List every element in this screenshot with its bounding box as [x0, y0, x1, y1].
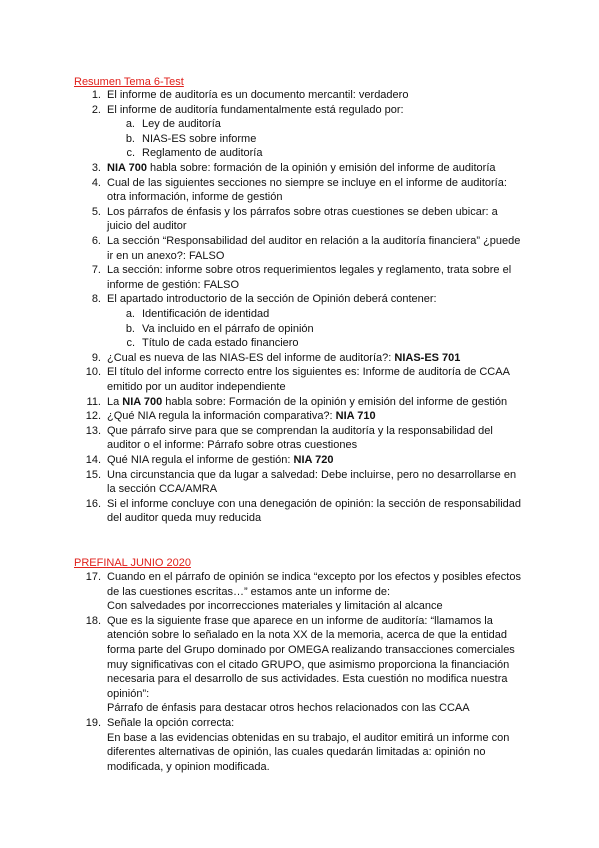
- item-text: [107, 424, 493, 453]
- item-number: c.: [126, 147, 135, 160]
- text-run: ¿Cual es nueva de las NIAS-ES del informe de auditoría?:: [107, 351, 395, 364]
- text-run: El título del informe correcto entre los siguientes es: Informe de auditoría de CCAA: [107, 366, 510, 379]
- bold-text: NIAS-ES 701: [394, 351, 461, 364]
- text-run: Con salvedades por incorrecciones materiales y limitación al alcance: [107, 600, 443, 613]
- text-line: [107, 380, 510, 395]
- text-line: [107, 628, 515, 643]
- text-line: [107, 672, 515, 687]
- bold-text: NIA 710: [335, 410, 376, 423]
- item-number: 6.: [91, 235, 101, 247]
- text-line: [107, 468, 516, 483]
- text-line: [107, 176, 507, 191]
- text-line: [107, 234, 520, 249]
- item-number: 16.: [85, 497, 101, 510]
- text-line: [107, 599, 521, 614]
- text-line: [142, 132, 256, 147]
- item-number: 8.: [91, 293, 101, 306]
- text-run: Cual de las siguientes secciones no siempre se incluye en el informe de auditoría:: [107, 176, 507, 189]
- text-line: [107, 585, 521, 600]
- text-line: [107, 731, 509, 746]
- text-line: [107, 395, 507, 410]
- item-number: 3.: [91, 162, 101, 174]
- item-number: 13.: [85, 424, 101, 437]
- text-line: [107, 424, 493, 439]
- text-line: [107, 190, 507, 205]
- text-line: [107, 614, 515, 629]
- text-line: [107, 278, 511, 293]
- text-run: Va incluido en el párrafo de opinión: [142, 322, 314, 335]
- bold-text: NIA 700: [122, 395, 163, 408]
- item-number: a.: [125, 308, 135, 320]
- text-line: [107, 760, 509, 775]
- item-text: [142, 307, 269, 322]
- text-run: Que es la siguiente frase que aparece en un informe de auditoría: “llamamos la: [107, 614, 493, 627]
- item-text: [107, 468, 516, 497]
- text-run: Cuando en el párrafo de opinión se indica “excepto por los efectos y posibles efectos: [107, 571, 521, 583]
- text-run: habla sobre: Formación de la opinión y emisión del informe de gestión: [162, 395, 508, 408]
- text-line: [107, 409, 376, 424]
- text-run: ir en un anexo?: FALSO: [107, 249, 225, 262]
- text-run: opinión”:: [107, 687, 150, 700]
- text-line: [107, 511, 521, 526]
- text-line: [107, 351, 460, 366]
- text-line: [107, 292, 437, 307]
- item-number: 14.: [85, 454, 101, 466]
- text-run: Ley de auditoría: [142, 118, 221, 131]
- item-number: 9.: [91, 351, 101, 364]
- text-run: de las cuestiones escritas…” estamos ante un informe de:: [107, 585, 391, 598]
- text-run: Los párrafos de énfasis y los párrafos sobre otras cuestiones se deben ubicar: a: [107, 205, 498, 218]
- text-run: La sección: informe sobre otros requerimientos legales y reglamento, trata sobre el: [107, 264, 512, 277]
- item-text: [107, 161, 496, 176]
- text-run: En base a las evidencias obtenidas en su trabajo, el auditor emitirá un informe con: [107, 731, 510, 744]
- item-text: [107, 395, 507, 410]
- item-number: 7.: [91, 264, 101, 277]
- item-text: [107, 614, 515, 716]
- text-line: [107, 716, 509, 731]
- item-text: [107, 103, 404, 118]
- item-number: 2.: [91, 103, 101, 116]
- text-run: atención sobre lo señalado en la nota XX de la memoria, acerca de que la entidad: [107, 629, 507, 642]
- text-line: [107, 365, 510, 380]
- text-run: La: [107, 395, 123, 408]
- text-run: forma parte del Grupo dominado por OMEGA realizando transacciones comerciales: [107, 643, 515, 656]
- text-line: [142, 307, 269, 322]
- bold-text: NIA 700: [107, 162, 147, 174]
- text-run: Reglamento de auditoría: [142, 147, 263, 160]
- item-text: [142, 336, 299, 351]
- text-line: [142, 336, 299, 351]
- item-text: [107, 263, 511, 292]
- item-text: [107, 88, 408, 103]
- item-text: [142, 146, 262, 161]
- text-run: ¿Qué NIA regula la información comparativa?:: [107, 410, 336, 423]
- text-run: del auditor queda muy reducida: [107, 512, 262, 525]
- text-run: diferentes alternativas de opinión, las cuales quedarán limitadas a: opinión no: [107, 746, 486, 759]
- text-line: [107, 161, 496, 176]
- text-line: [107, 249, 520, 264]
- text-run: La sección “Responsabilidad del auditor en relación a la auditoría financiera” ¿puede: [107, 235, 521, 247]
- text-line: [107, 103, 404, 118]
- text-line: [107, 643, 515, 658]
- text-run: la sección CCA/AMRA: [107, 483, 218, 496]
- text-run: Identificación de identidad: [142, 308, 270, 320]
- text-run: juicio del auditor: [107, 220, 187, 233]
- item-text: [107, 497, 521, 526]
- text-run: Párrafo de énfasis para destacar otros hechos relacionados con las CCAA: [107, 702, 470, 715]
- heading-prefinal-junio-2020: PREFINAL JUNIO 2020: [74, 557, 191, 569]
- item-number: 4.: [91, 176, 101, 189]
- text-run: Que párrafo sirve para que se comprendan la auditoría y la responsabilidad del: [107, 424, 493, 437]
- text-run: Título de cada estado financiero: [142, 337, 299, 350]
- text-line: [107, 205, 498, 220]
- heading-resumen-tema-6: Resumen Tema 6-Test: [74, 76, 184, 88]
- text-line: [107, 658, 515, 673]
- item-text: [107, 453, 333, 468]
- text-run: Qué NIA regula el informe de gestión:: [107, 454, 294, 466]
- text-line: [107, 453, 333, 468]
- item-number: 17.: [85, 571, 101, 583]
- item-text: [107, 365, 510, 394]
- text-line: [107, 219, 498, 234]
- item-number: 18.: [85, 614, 101, 627]
- text-run: emitido por un auditor independiente: [107, 380, 286, 393]
- item-text: [107, 351, 460, 366]
- item-number: 19.: [85, 717, 101, 729]
- item-text: [107, 409, 376, 424]
- text-line: [107, 88, 408, 103]
- text-line: [107, 497, 521, 512]
- text-line: [107, 701, 515, 716]
- text-run: informe de gestión: FALSO: [107, 278, 240, 291]
- item-number: a.: [125, 118, 135, 131]
- item-number: b.: [125, 322, 135, 335]
- text-run: Señale la opción correcta:: [107, 717, 235, 729]
- text-run: El apartado introductorio de la sección de Opinión deberá contener:: [107, 293, 437, 306]
- text-run: Una circunstancia que da lugar a salvedad: Debe incluirse, pero no desarrollarse en: [107, 468, 517, 481]
- text-line: [107, 570, 521, 585]
- item-number: 1.: [91, 89, 101, 101]
- text-run: auditor o el informe: Párrafo sobre otras cuestiones: [107, 439, 358, 452]
- text-run: necesaria para el desarrollo de sus actividades. Esta cuestión no modifica nuestra: [107, 673, 508, 686]
- item-text: [107, 205, 498, 234]
- text-line: [107, 482, 516, 497]
- text-line: [142, 117, 221, 132]
- item-number: 10.: [85, 366, 101, 379]
- item-number: 15.: [85, 468, 101, 481]
- text-line: [107, 263, 511, 278]
- item-text: [107, 176, 507, 205]
- text-run: El informe de auditoría es un documento mercantil: verdadero: [107, 89, 409, 101]
- text-run: muy significativas con el citado GRUPO, que asimismo proporciona la financiación: [107, 658, 510, 671]
- item-text: [107, 570, 521, 614]
- item-text: [107, 234, 520, 263]
- text-line: [142, 146, 262, 161]
- item-text: [142, 132, 256, 147]
- item-number: 12.: [85, 410, 101, 423]
- text-run: otra información, informe de gestión: [107, 191, 283, 204]
- item-text: [142, 117, 221, 132]
- text-run: habla sobre: formación de la opinión y emisión del informe de auditoría: [146, 162, 496, 174]
- item-text: [107, 292, 437, 307]
- item-number: 11.: [86, 395, 101, 408]
- text-line: [142, 322, 314, 337]
- item-number: b.: [125, 132, 135, 145]
- item-text: [107, 716, 509, 774]
- text-run: El informe de auditoría fundamentalmente está regulado por:: [107, 103, 404, 116]
- item-text: [142, 322, 314, 337]
- item-number: c.: [126, 337, 135, 350]
- bold-text: NIA 720: [293, 454, 334, 466]
- text-line: [107, 745, 509, 760]
- text-run: Si el informe concluye con una denegación de opinión: la sección de responsabilidad: [107, 497, 521, 510]
- text-line: [107, 687, 515, 702]
- item-number: 5.: [91, 205, 101, 218]
- text-line: [107, 438, 493, 453]
- text-run: modificada, y opinion modificada.: [107, 760, 270, 773]
- text-run: NIAS-ES sobre informe: [142, 132, 257, 145]
